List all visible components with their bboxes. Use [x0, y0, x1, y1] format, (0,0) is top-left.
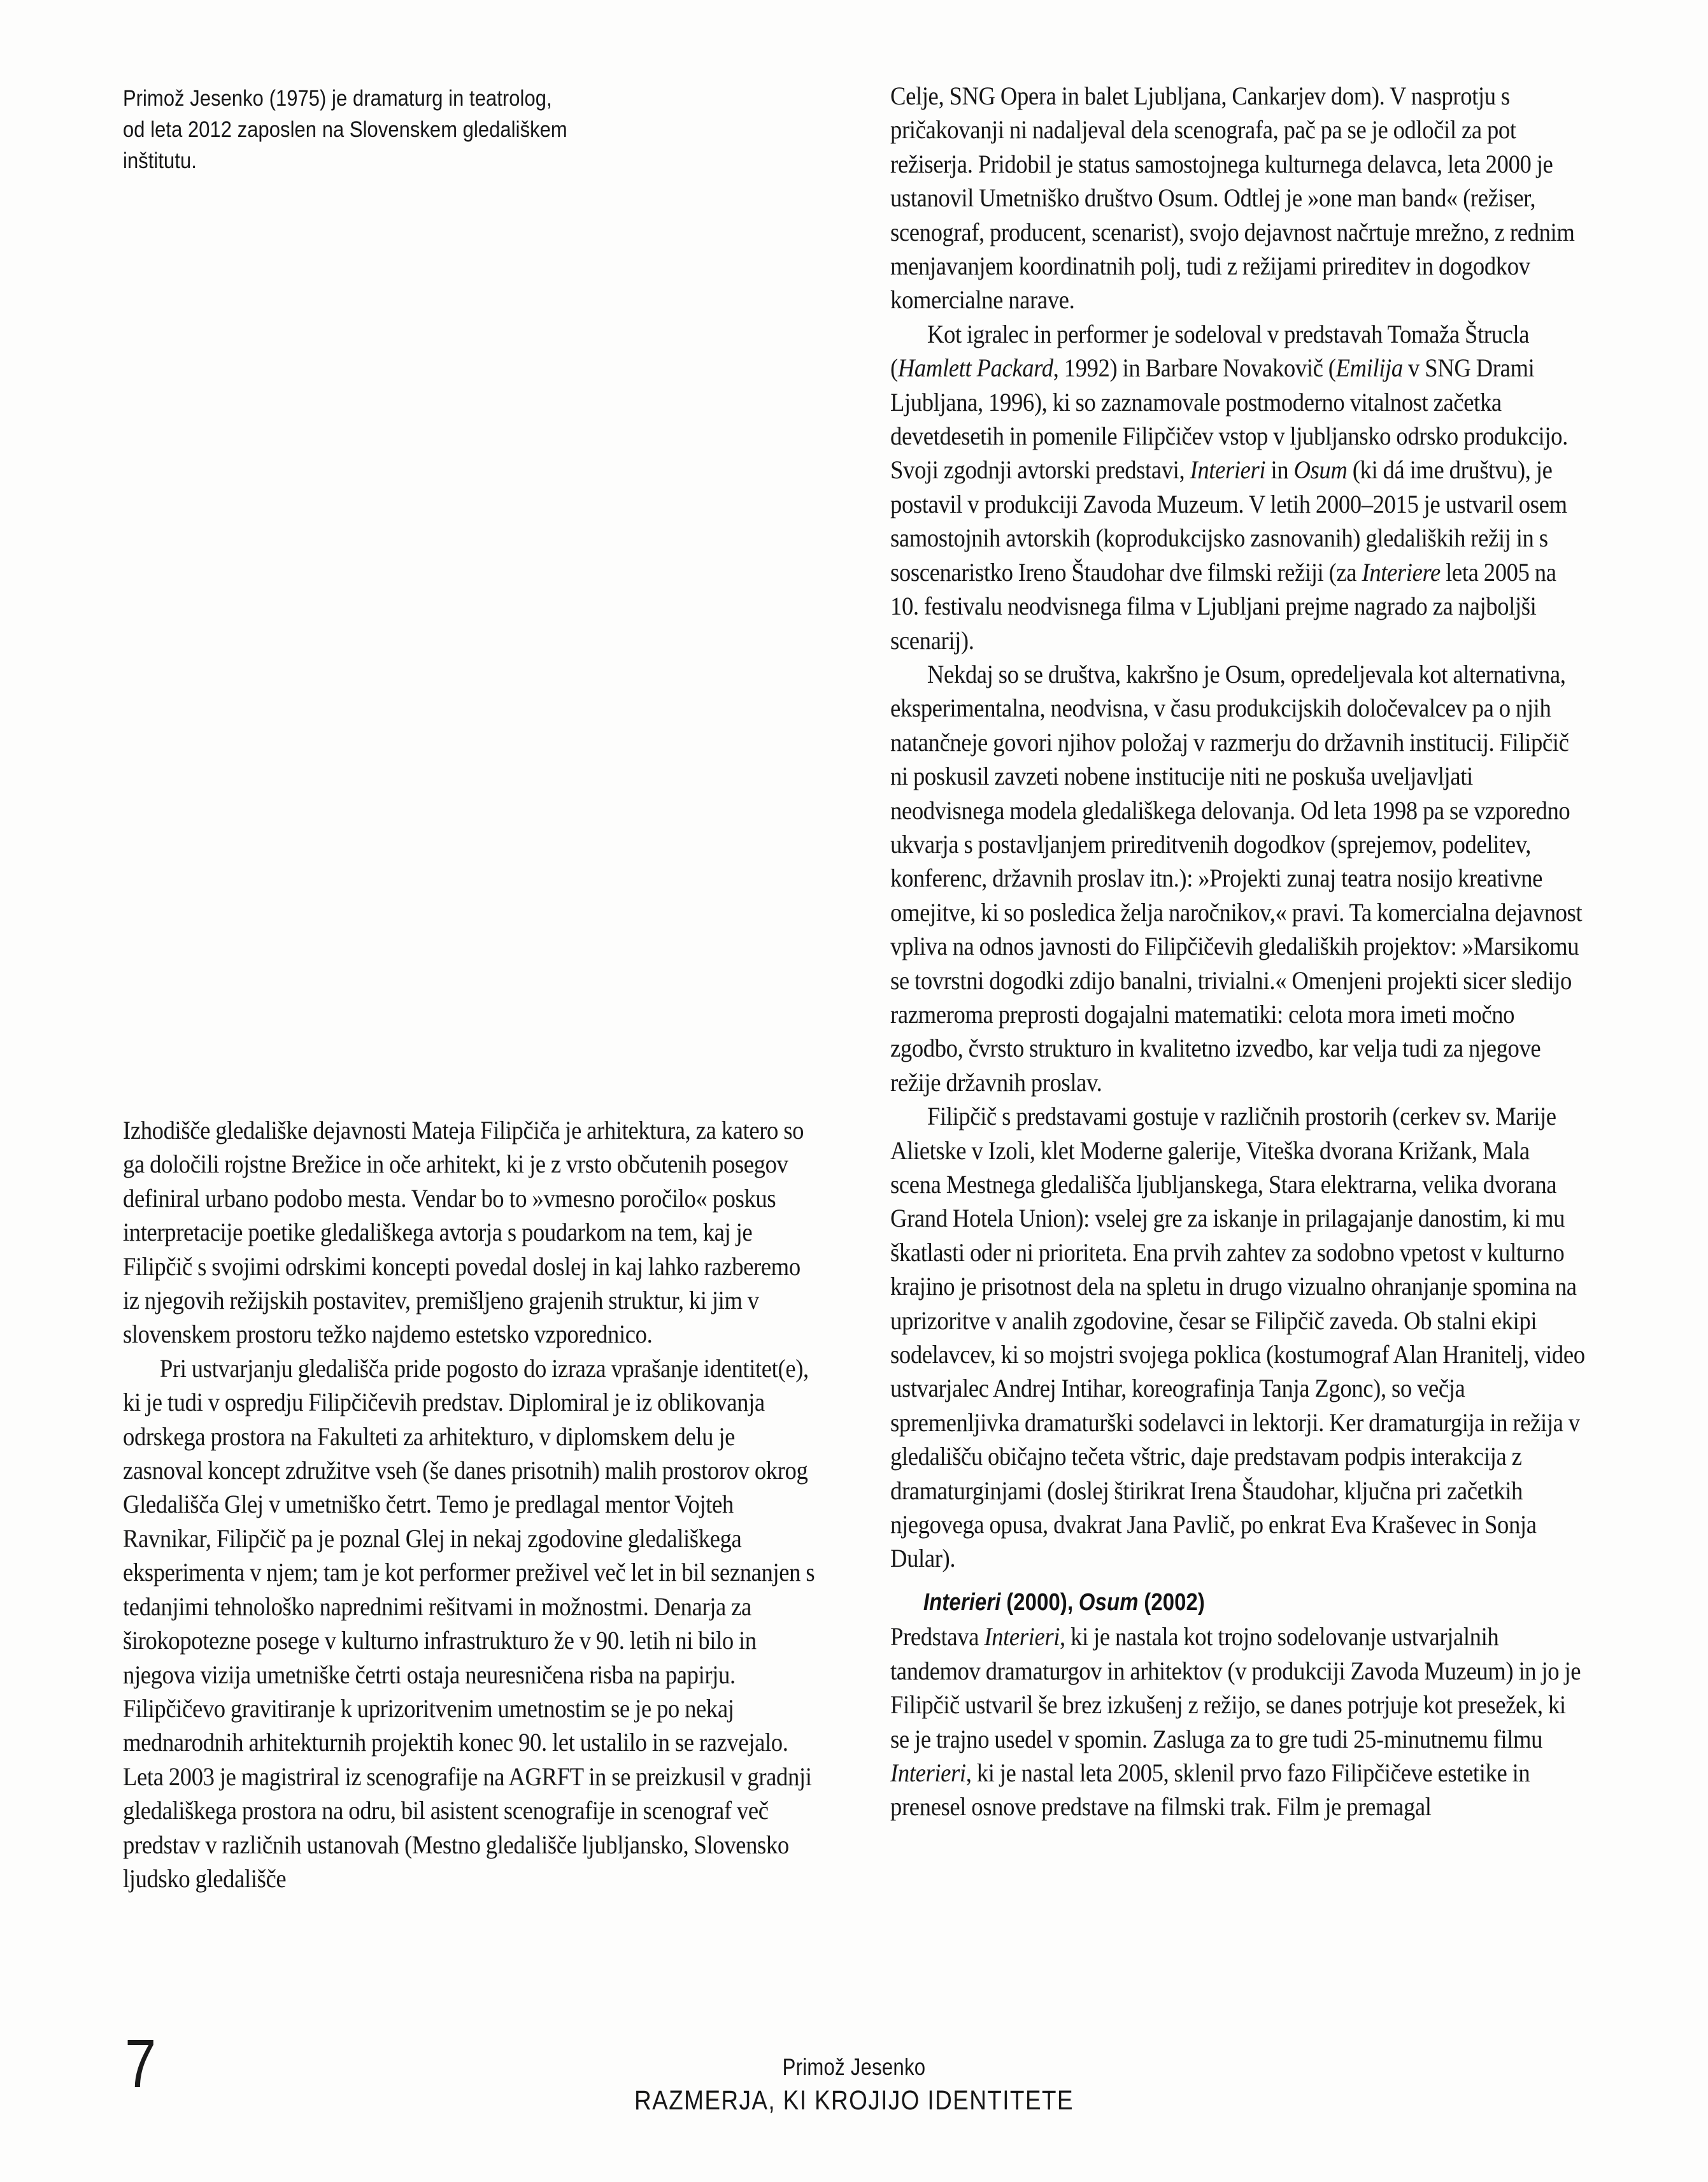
running-head — [0, 2052, 1708, 2118]
bio-line-1: Primož Jesenko (1975) je dramaturg in teatrolog, — [123, 85, 552, 111]
paragraph: Filipčič s predstavami gostuje v različnih prostorih (cerkev sv. Marije Alietske v Izoli, klet Moderne galerije, Viteška dvorana Križank, Mala scena Mestnega gledališča ljubljanskega, Stara elektrarna, velika dvorana Grand Hotela Union): vselej gre za iskanje in prilagajanje danostim, ki mu škatlasti oder ni prioriteta. Ena prvih zahtev za sodobno vpetost v kulturno krajino je prisotnost dela na spletu in drugo vizualno ohranjanje spomina na uprizoritve v analih zgodovine, česar se Filipčič zaveda. Ob stalni ekipi sodelavcev, ki so mojstri svojega poklica (kostumograf Alan Hranitelj, video ustvarjalec Andrej Intihar, koreografinja Tanja Zgonc), so večja spremenljivka dramaturški sodelavci in lektorji. Ker dramaturgija in režija v gledališču običajno tečeta vštric, daje predstavam podpis interakcija z dramaturginjami (doslej štirikrat Irena Štaudohar, ključna pri začetkih njegovega opusa, dvakrat Jana Pavlič, po enkrat Eva Kraševec in Sonja Dular). — [890, 1102, 1585, 1573]
section-subheading: Interieri (2000), Osum (2002) — [923, 1588, 1205, 1616]
left-column-text — [123, 1113, 818, 1895]
paragraph: Pri ustvarjanju gledališča pride pogosto do izraza vprašanje identitet(e), ki je tudi v ospredju Filipčičevih predstav. Diplomiral je iz oblikovanja odrskega prostora na Fakulteti za arhitekturo, v diplomskem delu je zasnoval koncept združitve vseh (še danes prisotnih) malih prostorov okrog Gledališča Glej v umetniško četrt. Temo je predlagal mentor Vojteh Ravnikar, Filipčič pa je poznal Glej in nekaj zgodovine gledališkega eksperimenta v njem; tam je kot performer preživel več let in bil seznanjen s tedanjimi tehnološko naprednimi rešitvami in možnostmi. Denarja za širokopotezne posege v kulturno infrastrukturo že v 90. letih ni bilo in njegova vizija umetniške četrti ostaja neuresničena risba na papirju. Filipčičevo gravitiranje k uprizoritvenim umetnostim se je po nekaj mednarodnih arhitekturnih projektih konec 90. let ustalilo in se razvejalo. Leta 2003 je magistriral iz scenografije na AGRFT in se preizkusil v gradnji gledališkega prostora na odru, bil asistent scenografije in scenograf več predstav v različnih ustanovah (Mestno gledališče ljubljansko, Slovensko ljudsko gledališče — [123, 1353, 815, 1893]
right-column — [890, 0, 1586, 1993]
page-number: 7 — [125, 2025, 157, 2102]
author-bio-note — [123, 83, 786, 176]
two-column-body — [123, 0, 1588, 1993]
right-column-text — [890, 79, 1585, 1824]
bio-line-3: inštitutu. — [123, 148, 197, 173]
running-head-title: RAZMERJA, KI KROJIJO IDENTITETE — [634, 2085, 1074, 2116]
paragraph: Nekdaj so se društva, kakršno je Osum, opredeljevala kot alternativna, eksperimentalna, neodvisna, v času produkcijskih določevalcev pa o njih natančneje govori njihov položaj v razmerju do državnih institucij. Filipčič ni poskusil zavzeti nobene institucije niti ne poskuša uveljavljati neodvisnega modela gledališkega delovanja. Od leta 1998 pa se vzporedno ukvarja s postavljanjem prireditvenih dogodkov (sprejemov, podelitev, konferenc, državnih proslav itn.): »Projekti zunaj teatra nosijo kreativne omejitve, ki so posledica želja naročnikov,« pravi. Ta komercialna dejavnost vpliva na odnos javnosti do Filipčičevih gledaliških projektov: »Marsikomu se tovrstni dogodki zdijo banalni, trivialni.« Omenjeni projekti sicer sledijo razmeroma preprosti dogajalni matematiki: celota mora imeti močno zgodbo, čvrsto strukturo in kvalitetno izvedbo, kar velja tudi za njegove režije državnih proslav. — [890, 659, 1583, 1097]
running-head-author: Primož Jesenko — [782, 2054, 926, 2080]
paragraph: Predstava Interieri, ki je nastala kot trojno sodelovanje ustvarjalnih tandemov dramaturgov in arhitektov (v produkciji Zavoda Muzeum) in jo je Filipčič ustvaril še brez izkušenj z režijo, se danes potrjuje kot presežek, ki se je trajno usedel v spomin. Zasluga za to gre tudi 25-minutnemu filmu Interieri, ki je nastal leta 2005, sklenil prvo fazo Filipčičeve estetike in prenesel osnove predstave na filmski trak. Film je premagal — [890, 1622, 1581, 1822]
paragraph: Kot igralec in performer je sodeloval v predstavah Tomaža Štrucla (Hamlett Packard, 1992) in Barbare Novakovič (Emilija v SNG Drami Ljubljana, 1996), ki so zaznamovale postmoderno vitalnost začetka devetdesetih in pomenile Filipčičev vstop v ljubljansko odrsko produkcijo. Svoji zgodnji avtorski predstavi, Interieri in Osum (ki dá ime društvu), je postavil v produkciji Zavoda Muzeum. V letih 2000–2015 je ustvaril osem samostojnih avtorskih (koprodukcijsko zasnovanih) gledaliških režij in s soscenaristko Ireno Štaudohar dve filmski režiji (za Interiere leta 2005 na 10. festivalu neodvisnega filma v Ljubljani prejme nagrado za najboljši scenarij). — [890, 319, 1568, 655]
bio-line-2: od leta 2012 zaposlen na Slovenskem gledališkem — [123, 117, 567, 142]
left-column — [123, 0, 818, 1993]
paragraph: Izhodišče gledališke dejavnosti Mateja Filipčiča je arhitektura, za katero so ga določili rojstne Brežice in oče arhitekt, ki je z vrsto občutenih posegov definiral urbano podobo mesta. Vendar bo to »vmesno poročilo« poskus interpretacije poetike gledališkega avtorja s poudarkom na tem, kaj je Filipčič s svojimi odrskimi koncepti povedal doslej in kaj lahko razberemo iz njegovih režijskih postavitev, premišljeno grajenih struktur, ki jim v slovenskem prostoru težko najdemo estetsko vzporednico. — [123, 1116, 804, 1349]
paragraph: Celje, SNG Opera in balet Ljubljana, Cankarjev dom). V nasprotju s pričakovanji ni nadaljeval dela scenografa, pač pa se je odločil za pot režiserja. Pridobil je status samostojnega kulturnega delavca, leta 2000 je ustanovil Umetniško društvo Osum. Odtlej je »one man band« (režiser, scenograf, producent, scenarist), svojo dejavnost načrtuje mrežno, z rednim menjavanjem koordinatnih polj, tudi z režijami prireditev in dogodkov komercialne narave. — [890, 82, 1575, 315]
